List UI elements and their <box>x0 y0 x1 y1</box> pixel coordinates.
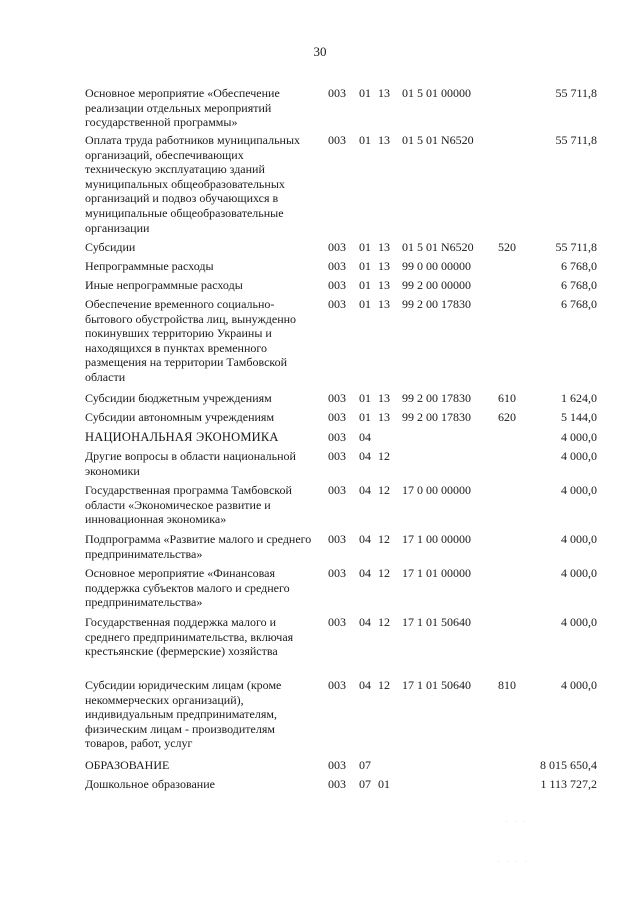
row-rz: 04 <box>359 615 371 629</box>
row-pr: 13 <box>378 278 390 292</box>
row-name: Обеспечение временного социально-бытового обустройства лиц, вынужденно покинувших территорию Украины и находящихся в пунктах временного размещения на территории Тамбовской области <box>85 297 297 384</box>
row-pr: 12 <box>378 449 390 463</box>
row-csr: 17 1 01 50640 <box>402 615 471 629</box>
row-ved: 003 <box>328 240 346 254</box>
row-vr: 520 <box>498 240 516 254</box>
row-name: Иные непрограммные расходы <box>85 278 243 292</box>
row-ved: 003 <box>328 449 346 463</box>
row-sum: 4 000,0 <box>561 615 597 629</box>
row-csr: 01 5 01 N6520 <box>402 133 474 147</box>
row-ved: 003 <box>328 532 346 546</box>
row-sum: 4 000,0 <box>561 566 597 580</box>
row-name: Субсидии <box>85 240 136 254</box>
row-ved: 003 <box>328 430 346 444</box>
scan-noise: . . . <box>506 818 529 824</box>
row-ved: 003 <box>328 133 346 147</box>
row-name: Государственная поддержка малого и среднего предпринимательства, включая крестьянские (фермерские) хозяйства <box>85 615 294 659</box>
row-csr: 01 5 01 00000 <box>402 86 471 100</box>
row-csr: 99 2 00 17830 <box>402 391 471 405</box>
row-pr: 12 <box>378 532 390 546</box>
scan-noise: . . . . <box>498 858 530 864</box>
row-rz: 01 <box>359 391 371 405</box>
row-pr: 12 <box>378 566 390 580</box>
row-vr: 810 <box>498 678 516 692</box>
row-ved: 003 <box>328 410 346 424</box>
row-sum: 6 768,0 <box>561 278 597 292</box>
row-sum: 4 000,0 <box>561 532 597 546</box>
row-pr: 12 <box>378 615 390 629</box>
row-sum: 1 113 727,2 <box>540 777 597 791</box>
row-pr: 13 <box>378 391 390 405</box>
row-rz: 04 <box>359 449 371 463</box>
row-pr: 13 <box>378 133 390 147</box>
row-sum: 55 711,8 <box>555 240 597 254</box>
row-ved: 003 <box>328 777 346 791</box>
row-csr: 17 0 00 00000 <box>402 483 471 497</box>
row-ved: 003 <box>328 758 346 772</box>
row-rz: 04 <box>359 532 371 546</box>
row-ved: 003 <box>328 678 346 692</box>
row-sum: 55 711,8 <box>555 86 597 100</box>
row-rz: 04 <box>359 430 371 444</box>
row-name: ОБРАЗОВАНИЕ <box>85 758 170 772</box>
row-name: Другие вопросы в области национальной экономики <box>85 449 296 478</box>
row-sum: 8 015 650,4 <box>540 758 597 772</box>
row-name: Субсидии юридическим лицам (кроме некоммерческих организаций), индивидуальным предпринимателям, физическим лицам - производителям товаров, работ, услуг <box>85 678 282 751</box>
row-rz: 01 <box>359 86 371 100</box>
row-name: Субсидии автономным учреждениям <box>85 410 275 424</box>
row-ved: 003 <box>328 86 346 100</box>
page-number: 30 <box>313 44 327 59</box>
row-sum: 1 624,0 <box>561 391 597 405</box>
row-rz: 01 <box>359 278 371 292</box>
row-name: Непрограммные расходы <box>85 259 214 273</box>
row-pr: 13 <box>378 410 390 424</box>
row-sum: 6 768,0 <box>561 259 597 273</box>
row-ved: 003 <box>328 566 346 580</box>
row-pr: 12 <box>378 483 390 497</box>
row-name: Государственная программа Тамбовской области «Экономическое развитие и инновационная экономика» <box>85 483 292 527</box>
row-sum: 4 000,0 <box>561 678 597 692</box>
row-name: Основное мероприятие «Финансовая поддержка субъектов малого и среднего предпринимательства» <box>85 566 290 610</box>
row-csr: 99 2 00 17830 <box>402 410 471 424</box>
row-csr: 17 1 01 50640 <box>402 678 471 692</box>
row-name: НАЦИОНАЛЬНАЯ ЭКОНОМИКА <box>85 430 279 444</box>
row-rz: 04 <box>359 483 371 497</box>
row-ved: 003 <box>328 615 346 629</box>
row-rz: 01 <box>359 259 371 273</box>
row-rz: 04 <box>359 678 371 692</box>
row-rz: 07 <box>359 758 371 772</box>
row-csr: 99 0 00 00000 <box>402 259 471 273</box>
row-csr: 99 2 00 00000 <box>402 278 471 292</box>
row-pr: 12 <box>378 678 390 692</box>
row-csr: 17 1 00 00000 <box>402 532 471 546</box>
row-pr: 13 <box>378 259 390 273</box>
row-rz: 01 <box>359 133 371 147</box>
row-rz: 07 <box>359 777 371 791</box>
row-name: Субсидии бюджетным учреждениям <box>85 391 272 405</box>
row-ved: 003 <box>328 278 346 292</box>
row-ved: 003 <box>328 391 346 405</box>
row-ved: 003 <box>328 483 346 497</box>
row-name: Оплата труда работников муниципальных организаций, обеспечивающих техническую эксплуатацию зданий муниципальных общеобразовательных организаций и подвоз обучающихся в муниципальные общеобразовательные организации <box>85 133 301 235</box>
row-pr: 13 <box>378 240 390 254</box>
row-sum: 4 000,0 <box>561 430 597 444</box>
row-rz: 01 <box>359 297 371 311</box>
row-ved: 003 <box>328 259 346 273</box>
row-sum: 4 000,0 <box>561 449 597 463</box>
row-pr: 13 <box>378 86 390 100</box>
row-sum: 6 768,0 <box>561 297 597 311</box>
row-rz: 01 <box>359 240 371 254</box>
row-sum: 55 711,8 <box>555 133 597 147</box>
row-name: Основное мероприятие «Обеспечение реализации отдельных мероприятий государственной программы» <box>85 86 280 130</box>
row-rz: 04 <box>359 566 371 580</box>
row-sum: 4 000,0 <box>561 483 597 497</box>
row-name: Дошкольное образование <box>85 777 215 791</box>
row-rz: 01 <box>359 410 371 424</box>
row-ved: 003 <box>328 297 346 311</box>
row-vr: 610 <box>498 391 516 405</box>
row-sum: 5 144,0 <box>561 410 597 424</box>
row-pr: 01 <box>378 777 390 791</box>
row-vr: 620 <box>498 410 516 424</box>
row-pr: 13 <box>378 297 390 311</box>
row-csr: 17 1 01 00000 <box>402 566 471 580</box>
row-name: Подпрограмма «Развитие малого и среднего предпринимательства» <box>85 532 312 561</box>
row-csr: 99 2 00 17830 <box>402 297 471 311</box>
row-csr: 01 5 01 N6520 <box>402 240 474 254</box>
